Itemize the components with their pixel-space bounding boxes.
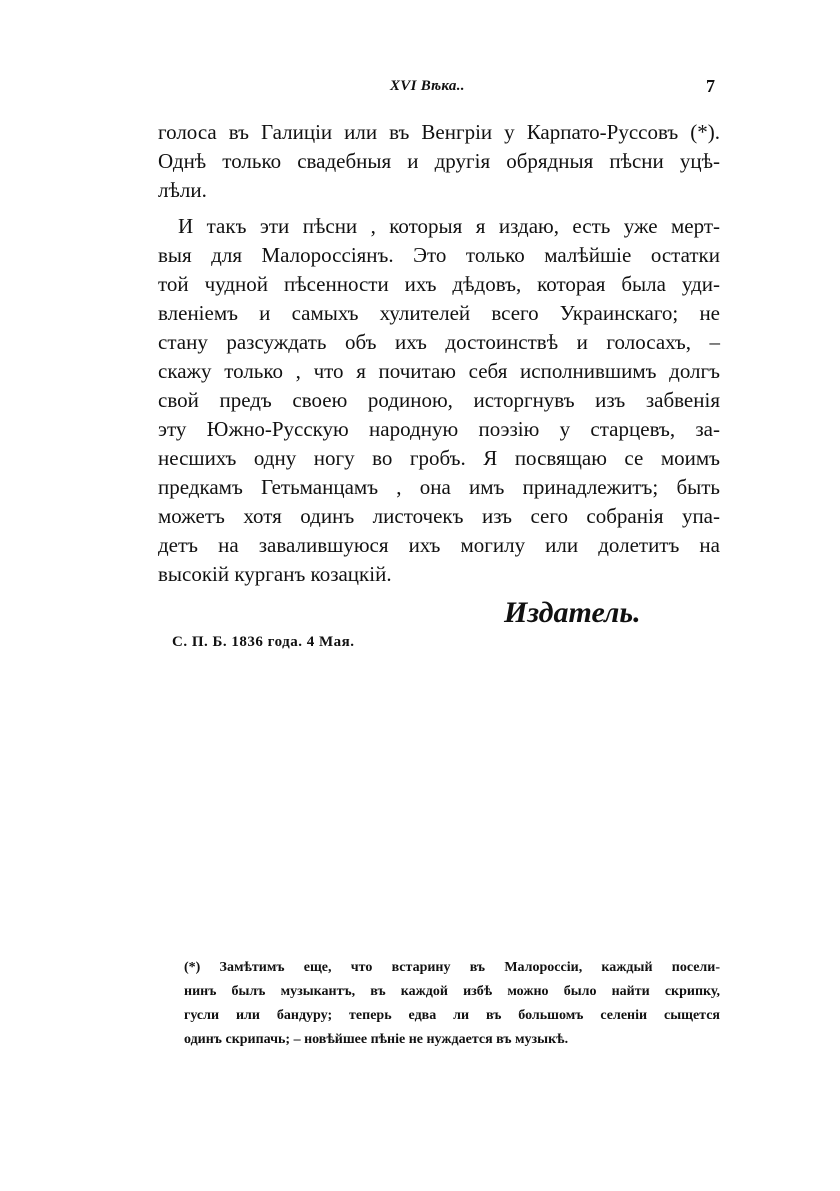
footnote <box>184 956 720 1052</box>
text-line: свой предъ своею родиною, исторгнувъ изъ забвенія <box>158 388 720 412</box>
text-line: предкамъ Гетьманцамъ , она имъ принадлежитъ; быть <box>158 475 720 499</box>
text-line: лѣли. <box>158 178 207 202</box>
text-line: той чудной пѣсенности ихъ дѣдовъ, которая была уди- <box>158 272 720 296</box>
text-line: скажу только , что я почитаю себя исполнившимъ долгъ <box>158 359 720 383</box>
text-line: голоса въ Галиціи или въ Венгріи у Карпато-Руссовъ (*). <box>158 120 720 144</box>
running-title: XVI Вѣка.. <box>390 78 465 94</box>
text-line: И такъ эти пѣсни , которыя я издаю, есть уже мерт- <box>178 214 720 238</box>
footnote-line: (*) Замѣтимъ еще, что встарину въ Малороссіи, каждый посели- <box>184 960 720 975</box>
text-line: эту Южно-Русскую народную поэзію у старцевъ, за- <box>158 417 720 441</box>
dateline: С. П. Б. 1836 года. 4 Мая. <box>172 634 355 650</box>
footnote-line: одинъ скрипачь; – новѣйшее пѣніе не нуждается въ музыкѣ. <box>184 1032 569 1047</box>
text-line: можетъ хотя одинъ листочекъ изъ сего собранія упа- <box>158 504 720 528</box>
footnote-line: гусли или бандуру; теперь едва ли въ большомъ селеніи сыщется <box>184 1008 720 1023</box>
publisher-signature: Издатель. <box>504 596 641 629</box>
paragraph-2 <box>158 212 720 589</box>
text-line: стану разсуждать объ ихъ достоинствѣ и голосахъ, – <box>158 330 720 354</box>
text-line: несшихъ одну ногу во гробъ. Я посвящаю се моимъ <box>158 446 720 470</box>
body-text <box>158 118 720 589</box>
text-line: выя для Малороссіянъ. Это только малѣйшіе остатки <box>158 243 720 267</box>
paragraph-1 <box>158 118 720 205</box>
text-line: вленіемъ и самыхъ хулителей всего Украинскаго; не <box>158 301 720 325</box>
footnote-line: нинъ былъ музыкантъ, въ каждой избѣ можно было найти скрипку, <box>184 984 720 999</box>
running-head <box>0 78 840 102</box>
text-line: детъ на завалившуюся ихъ могилу или долетитъ на <box>158 533 720 557</box>
text-line: Однѣ только свадебныя и другія обрядныя пѣсни уцѣ- <box>158 149 720 173</box>
page-number: 7 <box>706 76 715 96</box>
text-line: высокій курганъ козацкій. <box>158 562 392 586</box>
